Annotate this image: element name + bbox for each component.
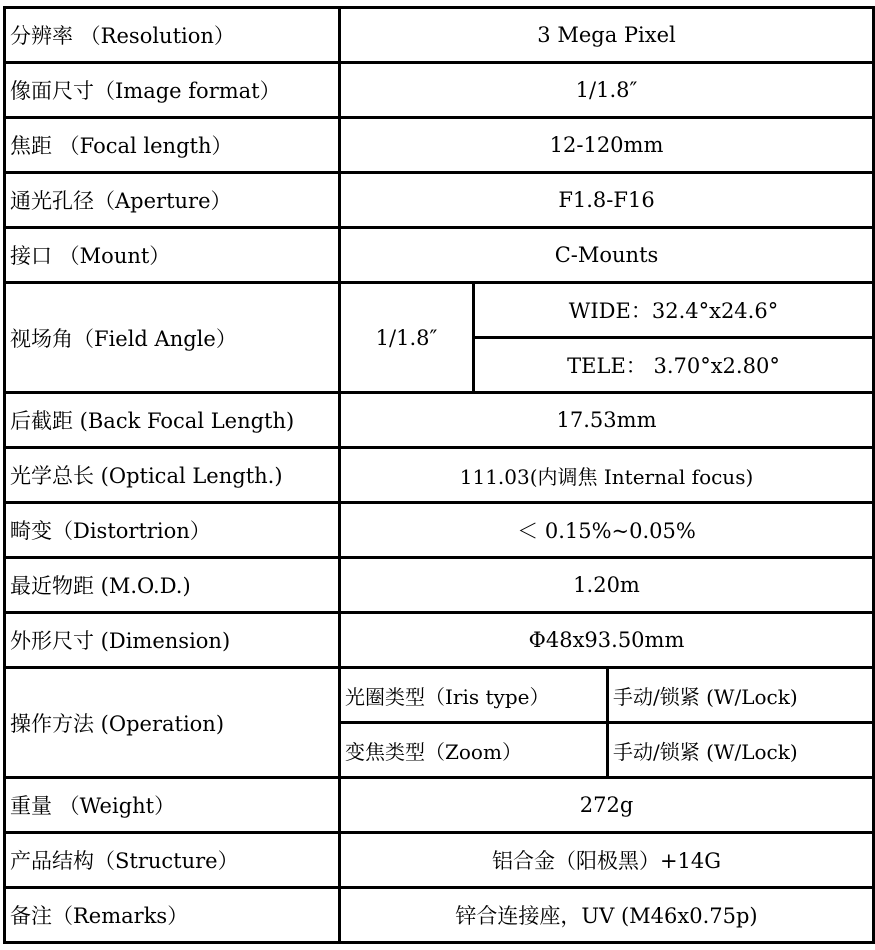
label-weight: 重量 （Weight） [5,778,340,833]
value-iris-type: 手动/锁紧 (W/Lock) [608,668,874,723]
value-weight: 272g [340,778,874,833]
value-back-focal-length: 17.53mm [340,393,874,448]
value-dimension: Φ48x93.50mm [340,613,874,668]
label-focal-length: 焦距 （Focal length） [5,118,340,173]
label-distortion: 畸变（Distortrion） [5,503,340,558]
value-mod: 1.20m [340,558,874,613]
label-optical-length: 光学总长 (Optical Length.) [5,448,340,503]
label-operation: 操作方法 (Operation) [5,668,340,778]
lens-spec-table [3,6,875,944]
label-iris-type: 光圈类型（Iris type） [340,668,608,723]
value-field-angle-tele: TELE： 3.70°x2.80° [474,338,874,393]
spec-row-image-format [5,63,874,118]
spec-row-distortion [5,503,874,558]
label-mount: 接口 （Mount） [5,228,340,283]
spec-row-focal-length [5,118,874,173]
spec-row-remarks [5,888,874,943]
spec-row-weight [5,778,874,833]
value-image-format: 1/1.8″ [340,63,874,118]
label-mod: 最近物距 (M.O.D.) [5,558,340,613]
spec-row-aperture [5,173,874,228]
spec-row-resolution [5,8,874,63]
spec-row-back-focal-length [5,393,874,448]
value-mount: C-Mounts [340,228,874,283]
value-distortion: ＜ 0.15%~0.05% [340,503,874,558]
label-field-angle: 视场角（Field Angle） [5,283,340,393]
label-aperture: 通光孔径（Aperture） [5,173,340,228]
spec-row-mod [5,558,874,613]
value-field-angle-wide: WIDE：32.4°x24.6° [474,283,874,338]
spec-row-field-angle-wide [5,283,874,338]
value-zoom-type: 手动/锁紧 (W/Lock) [608,723,874,778]
spec-row-optical-length [5,448,874,503]
label-remarks: 备注（Remarks） [5,888,340,943]
label-structure: 产品结构（Structure） [5,833,340,888]
value-resolution: 3 Mega Pixel [340,8,874,63]
spec-row-dimension [5,613,874,668]
value-optical-length: 111.03(内调焦 Internal focus) [340,448,874,503]
spec-row-mount [5,228,874,283]
field-angle-format: 1/1.8″ [340,283,474,393]
label-zoom-type: 变焦类型（Zoom） [340,723,608,778]
label-dimension: 外形尺寸 (Dimension) [5,613,340,668]
value-structure: 铝合金（阳极黑）+14G [340,833,874,888]
label-back-focal-length: 后截距 (Back Focal Length) [5,393,340,448]
value-remarks: 锌合连接座，UV (M46x0.75p) [340,888,874,943]
spec-row-structure [5,833,874,888]
label-image-format: 像面尺寸（Image format） [5,63,340,118]
value-aperture: F1.8-F16 [340,173,874,228]
label-resolution: 分辨率 （Resolution） [5,8,340,63]
spec-row-operation-iris [5,668,874,723]
value-focal-length: 12-120mm [340,118,874,173]
